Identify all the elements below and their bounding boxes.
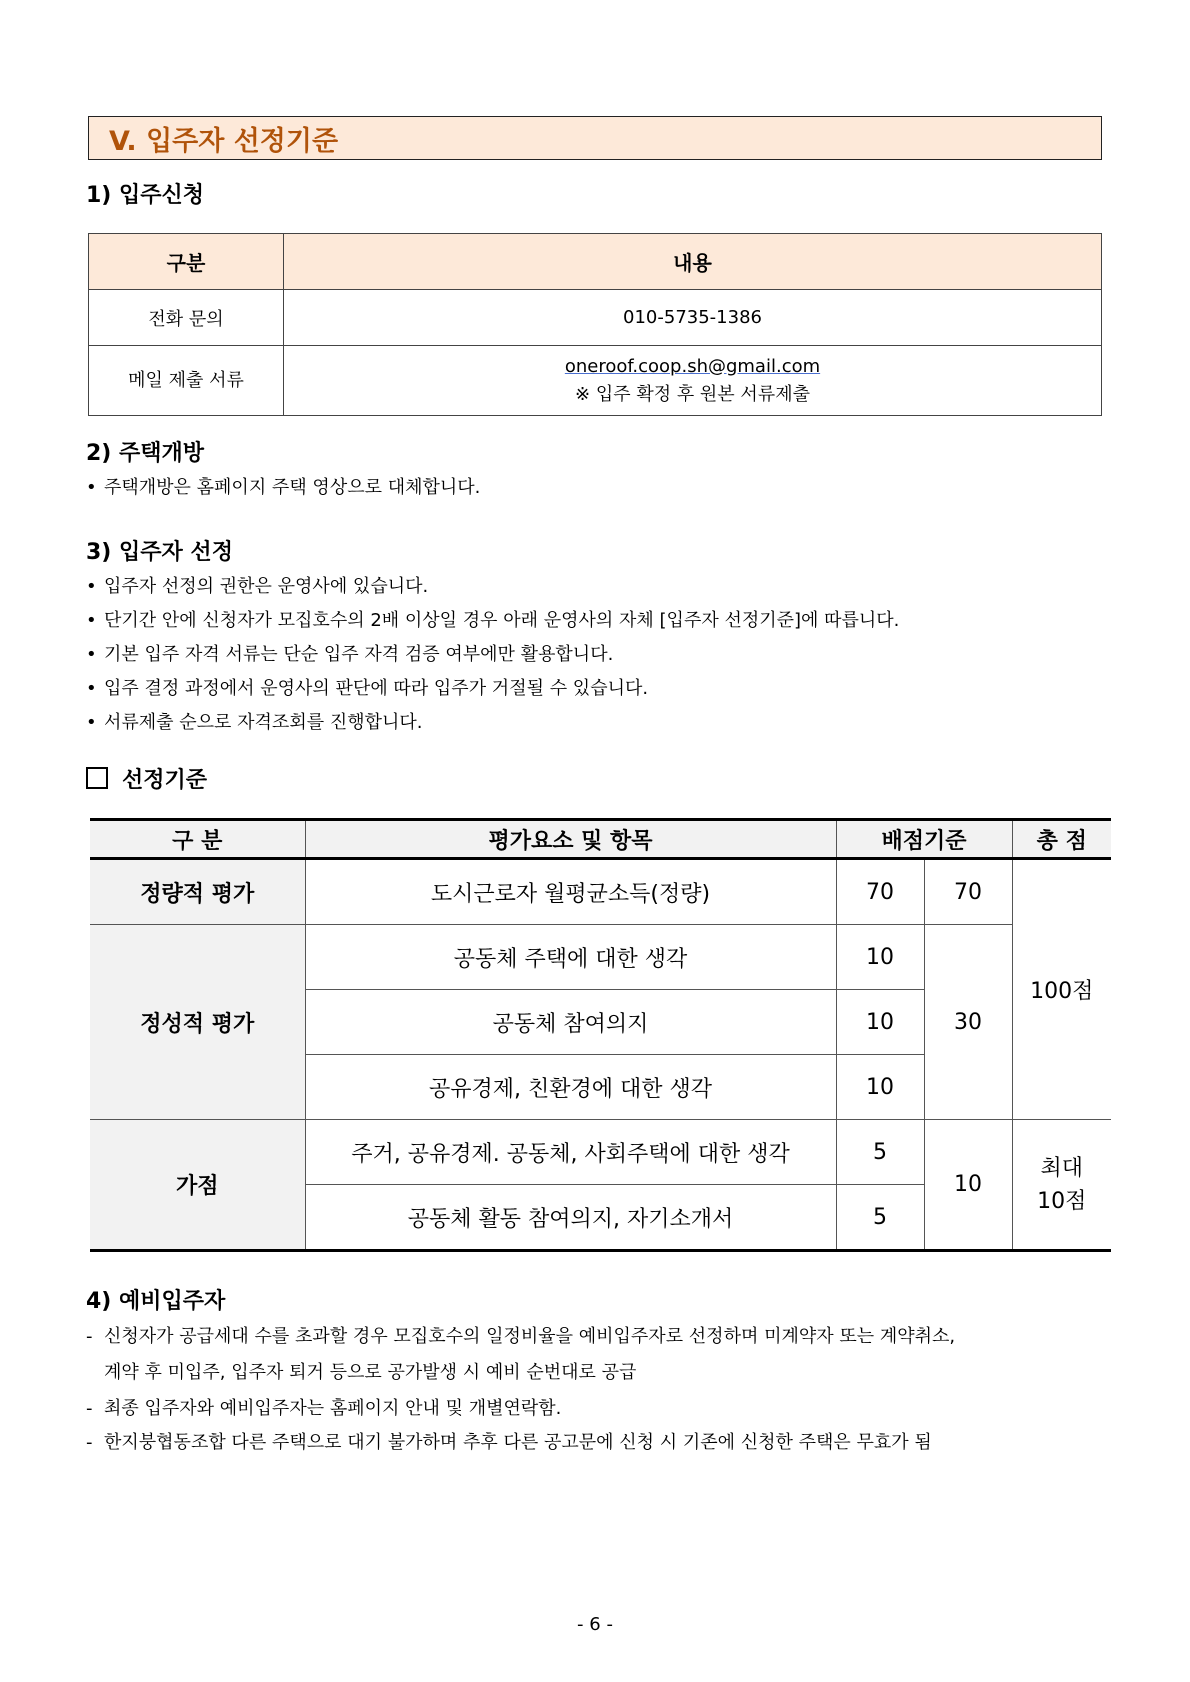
bonus-total-line1: 최대 — [1040, 1155, 1083, 1181]
qual-item: 공유경제, 친환경에 대한 생각 — [305, 1055, 836, 1120]
mail-cell — [284, 346, 1102, 416]
email-link[interactable]: oneroof.coop.sh@gmail.com — [564, 355, 821, 377]
qual-score: 10 — [836, 990, 924, 1055]
qual-item: 공동체 참여의지 — [305, 990, 836, 1055]
list-item: • 기본 입주 자격 서류는 단순 입주 자격 검증 여부에만 활용합니다. — [86, 638, 1126, 672]
apply-header-category: 구분 — [89, 234, 284, 290]
bonus-total-line2: 10점 — [1037, 1188, 1087, 1214]
reserve-heading: 4) 예비입주자 — [86, 1289, 226, 1314]
criteria-heading-row — [86, 763, 207, 794]
criteria-heading: 선정기준 — [122, 768, 208, 793]
mail-label: 메일 제출 서류 — [89, 346, 284, 416]
bonus-item: 공동체 활동 참여의지, 자기소개서 — [305, 1185, 836, 1251]
qual-item: 공동체 주택에 대한 생각 — [305, 925, 836, 990]
quant-item: 도시근로자 월평균소득(정량) — [305, 859, 836, 925]
list-item: • 서류제출 순으로 자격조회를 진행합니다. — [86, 706, 1126, 740]
section-title: V. 입주자 선정기준 — [88, 116, 1102, 160]
criteria-table — [90, 818, 1111, 1252]
qual-subtotal: 30 — [924, 925, 1012, 1120]
list-item: - 신청자가 공급세대 수를 초과할 경우 모집호수의 일정비율을 예비입주자로 선정하며 미계약자 또는 계약취소, — [86, 1320, 1126, 1354]
qual-label: 정성적 평가 — [90, 925, 305, 1120]
list-item-continuation: 계약 후 미입주, 입주자 퇴거 등으로 공가발생 시 예비 순번대로 공급 — [104, 1362, 637, 1383]
open-house-list — [86, 471, 1126, 505]
reserve-list — [86, 1320, 1126, 1354]
mail-note: ※ 입주 확정 후 원본 서류제출 — [575, 383, 810, 405]
criteria-header-category: 구 분 — [90, 820, 305, 859]
list-item: • 입주 결정 과정에서 운영사의 판단에 따라 입주가 거절될 수 있습니다. — [86, 672, 1126, 706]
list-item: • 입주자 선정의 권한은 운영사에 있습니다. — [86, 570, 1126, 604]
phone-label: 전화 문의 — [89, 290, 284, 346]
list-item: - 한지붕협동조합 다른 주택으로 대기 불가하며 추후 다른 공고문에 신청 시 기존에 신청한 주택은 무효가 됨 — [86, 1426, 1126, 1460]
reserve-list-rest — [86, 1392, 1126, 1460]
bonus-item: 주거, 공유경제. 공동체, 사회주택에 대한 생각 — [305, 1120, 836, 1185]
bonus-total — [1012, 1120, 1111, 1251]
bonus-subtotal: 10 — [924, 1120, 1012, 1251]
phone-value: 010-5735-1386 — [284, 290, 1102, 346]
quant-score: 70 — [836, 859, 924, 925]
list-item: • 주택개방은 홈페이지 주택 영상으로 대체합니다. — [86, 471, 1126, 505]
apply-table — [88, 233, 1102, 416]
selection-list — [86, 570, 1126, 740]
criteria-header-total: 총 점 — [1012, 820, 1111, 859]
open-house-heading: 2) 주택개방 — [86, 441, 205, 466]
apply-heading: 1) 입주신청 — [86, 183, 205, 208]
apply-header-content: 내용 — [284, 234, 1102, 290]
qual-score: 10 — [836, 925, 924, 990]
selection-heading: 3) 입주자 선정 — [86, 540, 233, 565]
checkbox-icon — [86, 767, 108, 789]
criteria-header-items: 평가요소 및 항목 — [305, 820, 836, 859]
criteria-header-score: 배점기준 — [836, 820, 1012, 859]
qual-score: 10 — [836, 1055, 924, 1120]
list-item: - 최종 입주자와 예비입주자는 홈페이지 안내 및 개별연락함. — [86, 1392, 1126, 1426]
total-score: 100점 — [1012, 859, 1111, 1120]
bonus-score: 5 — [836, 1120, 924, 1185]
page-number: - 6 - — [577, 1614, 613, 1635]
bonus-score: 5 — [836, 1185, 924, 1251]
quant-label: 정량적 평가 — [90, 859, 305, 925]
list-item: • 단기간 안에 신청자가 모집호수의 2배 이상일 경우 아래 운영사의 자체 [입주자 선정기준]에 따릅니다. — [86, 604, 1126, 638]
quant-subtotal: 70 — [924, 859, 1012, 925]
bonus-label: 가점 — [90, 1120, 305, 1251]
